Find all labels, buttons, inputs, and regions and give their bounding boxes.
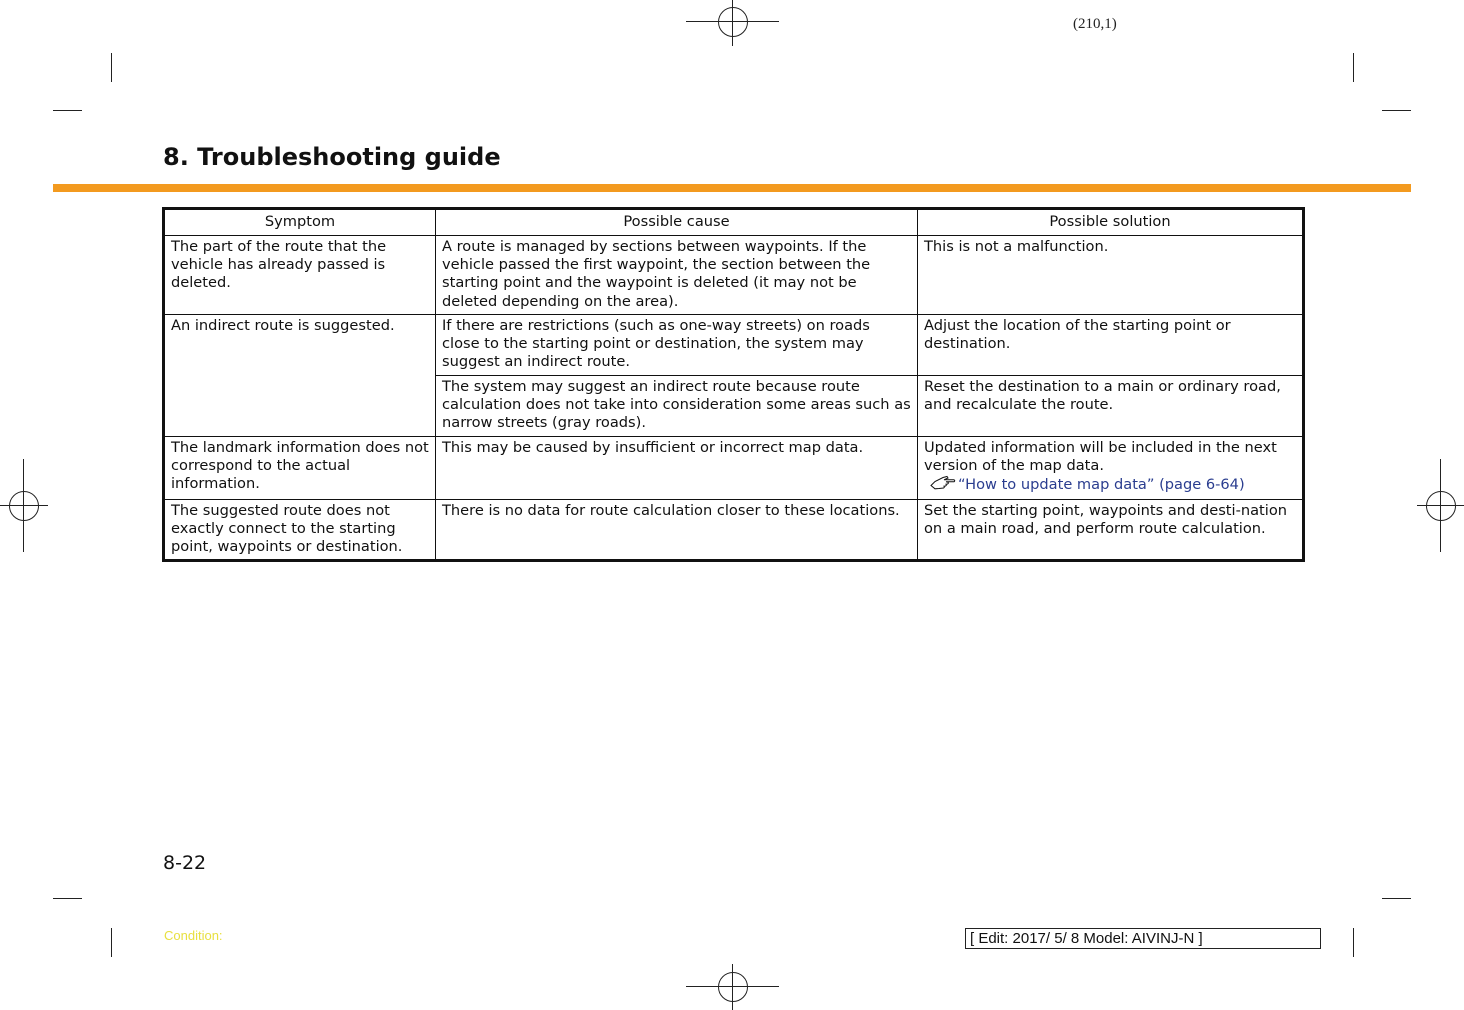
crop-mark <box>53 898 82 899</box>
crop-mark <box>1353 928 1354 957</box>
pointing-hand-icon <box>930 475 956 495</box>
troubleshooting-table <box>162 207 1305 562</box>
table-row <box>164 315 1304 376</box>
cause-cell: If there are restrictions (such as one-way streets) on roads close to the starting point or destination, the system may suggest an indirect route. <box>436 315 918 376</box>
crop-mark <box>111 53 112 82</box>
cause-cell: There is no data for route calculation closer to these locations. <box>436 499 918 561</box>
crop-mark <box>1382 110 1411 111</box>
crop-mark <box>1353 53 1354 82</box>
table-header-row <box>164 209 1304 236</box>
solution-cell: This is not a malfunction. <box>918 236 1304 315</box>
solution-cell: Adjust the location of the starting point or destination. <box>918 315 1304 376</box>
crop-mark <box>53 110 82 111</box>
condition-label: Condition: <box>164 928 223 943</box>
page-reference[interactable] <box>924 475 1296 495</box>
cause-cell: A route is managed by sections between waypoints. If the vehicle passed the first waypoint, the section between the starting point and the waypoint is deleted (it may not be deleted depending on the area). <box>436 236 918 315</box>
table-row <box>164 437 1304 500</box>
symptom-cell: The suggested route does not exactly connect to the starting point, waypoints or destination. <box>164 499 436 561</box>
page-number: 8-22 <box>163 852 207 874</box>
cause-cell: The system may suggest an indirect route because route calculation does not take into consideration some areas such as narrow streets (gray roads). <box>436 376 918 437</box>
page-folio: (210,1) <box>1073 16 1117 32</box>
solution-cell: Set the starting point, waypoints and desti-nation on a main road, and perform route calculation. <box>918 499 1304 561</box>
cause-cell: This may be caused by insufficient or incorrect map data. <box>436 437 918 500</box>
edit-info-box: [ Edit: 2017/ 5/ 8 Model: AIVINJ-N ] <box>965 928 1321 949</box>
table-row <box>164 236 1304 315</box>
crop-mark <box>111 928 112 957</box>
section-title: 8. Troubleshooting guide <box>163 143 501 171</box>
page-reference-link[interactable]: “How to update map data” (page 6-64) <box>958 476 1245 494</box>
solution-cell: Reset the destination to a main or ordinary road, and recalculate the route. <box>918 376 1304 437</box>
crop-mark <box>1382 898 1411 899</box>
header-possible-cause: Possible cause <box>436 209 918 236</box>
header-symptom: Symptom <box>164 209 436 236</box>
table-row <box>164 499 1304 561</box>
symptom-cell: An indirect route is suggested. <box>164 315 436 437</box>
header-possible-solution: Possible solution <box>918 209 1304 236</box>
section-accent-bar <box>53 184 1411 192</box>
symptom-cell: The landmark information does not correspond to the actual information. <box>164 437 436 500</box>
solution-text: Updated information will be included in the next version of the map data. <box>924 439 1277 475</box>
solution-cell <box>918 437 1304 500</box>
symptom-cell: The part of the route that the vehicle has already passed is deleted. <box>164 236 436 315</box>
